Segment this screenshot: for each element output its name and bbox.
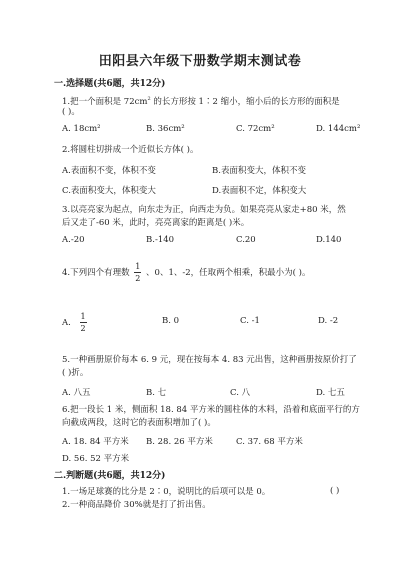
question-1-text (62, 93, 340, 108)
q2-option-d[interactable]: D.表面积不定，体积变大 (212, 186, 307, 196)
q2-option-c[interactable]: C.表面积变大，体积变大 (62, 186, 156, 196)
fraction-bar (134, 272, 141, 273)
question-6-line1: 6.把一段长 1 米，侧面积 18. 84 平方米的圆柱体的木料，沿着和底面平行的方 (62, 405, 360, 415)
question-3-line2: 后又走了-60 米，此时，亮亮离家的距离是( )米。 (62, 218, 250, 228)
fraction-bar (80, 322, 87, 323)
q1-option-a[interactable]: A. 18cm² (62, 124, 101, 134)
fraction-denominator: 2 (80, 324, 86, 333)
judgement-2-text: 2.一种商品降价 30%就是打了折出售。 (62, 500, 211, 510)
q4-option-d[interactable]: D. -2 (318, 316, 339, 326)
section-heading-choice: 一.选择题(共6题，共12分) (54, 79, 166, 89)
q6-option-c[interactable]: C. 37. 68 平方米 (236, 437, 303, 447)
q4-option-b[interactable]: B. 0 (162, 316, 180, 326)
q3-option-b[interactable]: B.-140 (146, 235, 175, 245)
q3-option-c[interactable]: C.20 (236, 235, 256, 245)
q4-option-a-fraction (80, 312, 87, 333)
fraction-denominator: 2 (135, 274, 141, 283)
fraction-numerator: 1 (135, 262, 141, 271)
page-title: 田阳县六年级下册数学期末测试卷 (98, 54, 302, 69)
question-5-line2: ( )折。 (62, 368, 89, 378)
question-4-fraction (134, 262, 141, 283)
q4-option-a[interactable] (62, 312, 89, 333)
question-1-superscript: 2 (147, 96, 151, 102)
question-1-part2: 的长方形按 1∶2 缩小，缩小后的长方形的面积是 (150, 96, 340, 107)
q4-option-a-label: A. (62, 318, 71, 328)
question-6-line2: 向截成两段，这时它的表面积增加了( )。 (62, 418, 216, 428)
question-4-part2: 、0、1、-2，任取两个相乘，积最小为( )。 (146, 268, 311, 278)
question-1-part1: 1.把一个面积是 72cm (62, 96, 148, 107)
q1-option-b[interactable]: B. 36cm² (146, 124, 185, 134)
section-heading-judgement: 二.判断题(共6题，共12分) (54, 471, 166, 481)
q3-option-d[interactable]: D.140 (316, 235, 342, 245)
judgement-1-text: 1.一场足球赛的比分是 2∶0，说明比的后项可以是 0。 (62, 487, 271, 497)
q2-option-a[interactable]: A.表面积不变，体积不变 (62, 166, 156, 176)
q2-option-b[interactable]: B.表面积变大，体积不变 (212, 166, 306, 176)
fraction-numerator: 1 (80, 312, 86, 321)
question-3-line1: 3.以亮亮家为起点，向东走为正，向西走为负。如果亮亮从家走+80 米，然 (62, 205, 346, 215)
question-5-line1: 5.一种画册原价每本 6. 9 元，现在按每本 4. 83 元出售，这种画册按原价打了 (62, 355, 357, 365)
question-2-text: 2.将圆柱切拼成一个近似长方体( )。 (62, 145, 199, 155)
q1-option-d[interactable]: D. 144cm² (316, 124, 361, 134)
q4-option-c[interactable]: C. -1 (240, 316, 260, 326)
q3-option-a[interactable]: A.-20 (62, 235, 85, 245)
q5-option-a[interactable]: A. 八五 (62, 388, 91, 398)
question-1-blank: ( )。 (62, 107, 80, 117)
q5-option-d[interactable]: D. 七五 (316, 388, 345, 398)
q5-option-c[interactable]: C. 八 (230, 388, 251, 398)
judgement-1-blank[interactable]: ( ) (330, 486, 340, 496)
q6-option-a[interactable]: A. 18. 84 平方米 (62, 437, 129, 447)
q1-option-c[interactable]: C. 72cm² (236, 124, 275, 134)
q5-option-b[interactable]: B. 七 (146, 388, 167, 398)
q6-option-d[interactable]: D. 56. 52 平方米 (62, 454, 130, 464)
question-4-text (62, 262, 310, 283)
question-4-part1: 4.下列四个有理数 (62, 268, 130, 278)
q6-option-b[interactable]: B. 28. 26 平方米 (146, 437, 213, 447)
